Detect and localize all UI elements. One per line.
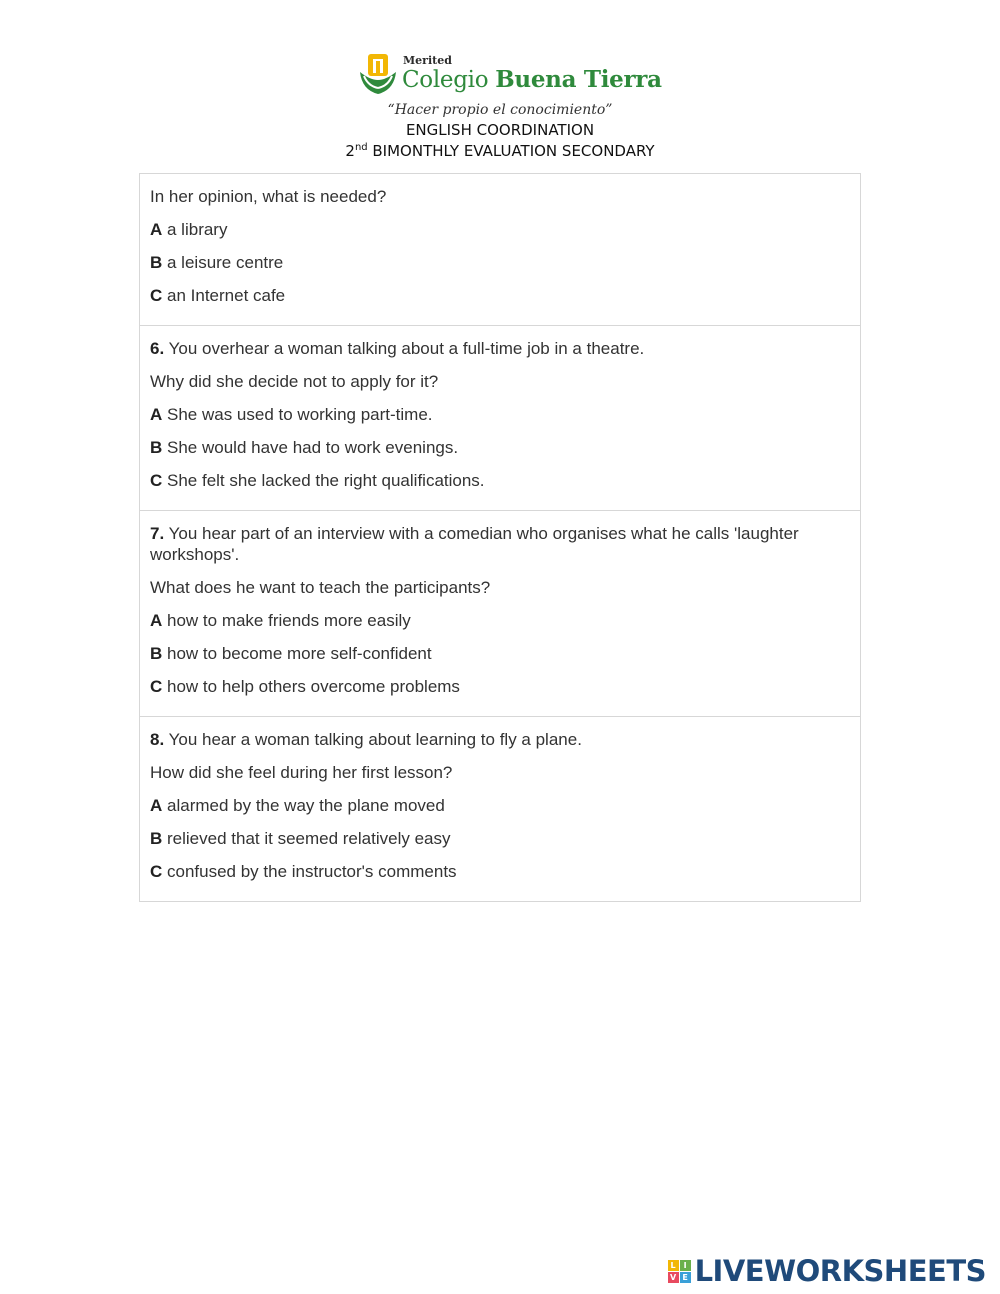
option-text: how to make friends more easily <box>162 611 411 630</box>
liveworksheets-logo <box>668 1254 986 1288</box>
option-c <box>150 676 850 697</box>
option-a <box>150 795 850 816</box>
option-letter: A <box>150 220 163 239</box>
question-table <box>139 173 861 902</box>
eval-ordinal: nd <box>354 142 368 153</box>
option-letter: B <box>150 253 163 272</box>
question-number: 6. <box>150 339 165 358</box>
question-prompt: How did she feel during her first lesson? <box>150 763 453 782</box>
school-name-bold: Buena Tierra <box>495 66 662 93</box>
option-letter: A <box>150 796 163 815</box>
option-a <box>150 404 850 425</box>
liveworksheets-grid-icon <box>668 1260 691 1283</box>
option-text: a library <box>162 220 228 239</box>
option-a <box>150 219 850 240</box>
option-letter: C <box>150 286 163 305</box>
option-c <box>150 861 850 882</box>
school-name-light: Colegio <box>402 67 489 93</box>
question-prompt: In her opinion, what is needed? <box>150 187 387 206</box>
school-logo <box>350 48 662 100</box>
question-stem <box>150 523 850 565</box>
option-text: relieved that it seemed relatively easy <box>162 829 451 848</box>
logo-letter: L <box>668 1260 679 1271</box>
option-a <box>150 610 850 631</box>
coordination-title: ENGLISH COORDINATION <box>405 121 595 139</box>
question-cell <box>140 325 860 510</box>
question-cell <box>140 510 860 716</box>
option-letter: C <box>150 862 163 881</box>
option-b <box>150 437 850 458</box>
option-text: how to help others overcome problems <box>162 677 460 696</box>
option-letter: B <box>150 644 163 663</box>
question-stem-text: You hear a woman talking about learning to fly a plane. <box>164 730 582 749</box>
document-header <box>0 48 1000 160</box>
school-motto: “Hacer propio el conocimiento” <box>387 102 613 118</box>
option-text: how to become more self-confident <box>162 644 432 663</box>
option-text: She felt she lacked the right qualifications. <box>162 471 485 490</box>
question-stem <box>150 338 850 359</box>
option-text: confused by the instructor's comments <box>162 862 457 881</box>
option-letter: A <box>150 405 163 424</box>
option-c <box>150 470 850 491</box>
option-letter: C <box>150 471 163 490</box>
question-cell <box>140 174 860 325</box>
logo-letter: V <box>668 1272 679 1283</box>
option-text: She would have had to work evenings. <box>162 438 459 457</box>
option-letter: A <box>150 611 163 630</box>
option-b <box>150 252 850 273</box>
question-stem-text: You overhear a woman talking about a full-time job in a theatre. <box>164 339 645 358</box>
option-text: a leisure centre <box>162 253 284 272</box>
option-letter: C <box>150 677 163 696</box>
liveworksheets-wordmark: LIVEWORKSHEETS <box>694 1254 986 1288</box>
option-text: an Internet cafe <box>162 286 286 305</box>
option-b <box>150 643 850 664</box>
question-stem-text: You hear part of an interview with a comedian who organises what he calls 'laughter workshops'. <box>150 524 799 564</box>
school-name <box>402 66 662 93</box>
question-prompt: Why did she decide not to apply for it? <box>150 372 439 391</box>
option-text: She was used to working part-time. <box>162 405 433 424</box>
question-number: 8. <box>150 730 165 749</box>
question-cell <box>140 716 860 901</box>
logo-letter: E <box>680 1272 691 1283</box>
evaluation-title <box>0 142 1000 160</box>
logo-letter: I <box>680 1260 691 1271</box>
question-number: 7. <box>150 524 165 543</box>
school-crest-icon <box>356 50 400 96</box>
option-letter: B <box>150 829 163 848</box>
option-text: alarmed by the way the plane moved <box>162 796 445 815</box>
eval-title-text: BIMONTHLY EVALUATION SECONDARY <box>367 142 655 160</box>
merited-label: Merited <box>403 54 452 67</box>
option-c <box>150 285 850 306</box>
option-b <box>150 828 850 849</box>
eval-number: 2 <box>345 142 355 160</box>
question-prompt: What does he want to teach the participants? <box>150 578 491 597</box>
option-letter: B <box>150 438 163 457</box>
question-stem <box>150 729 850 750</box>
